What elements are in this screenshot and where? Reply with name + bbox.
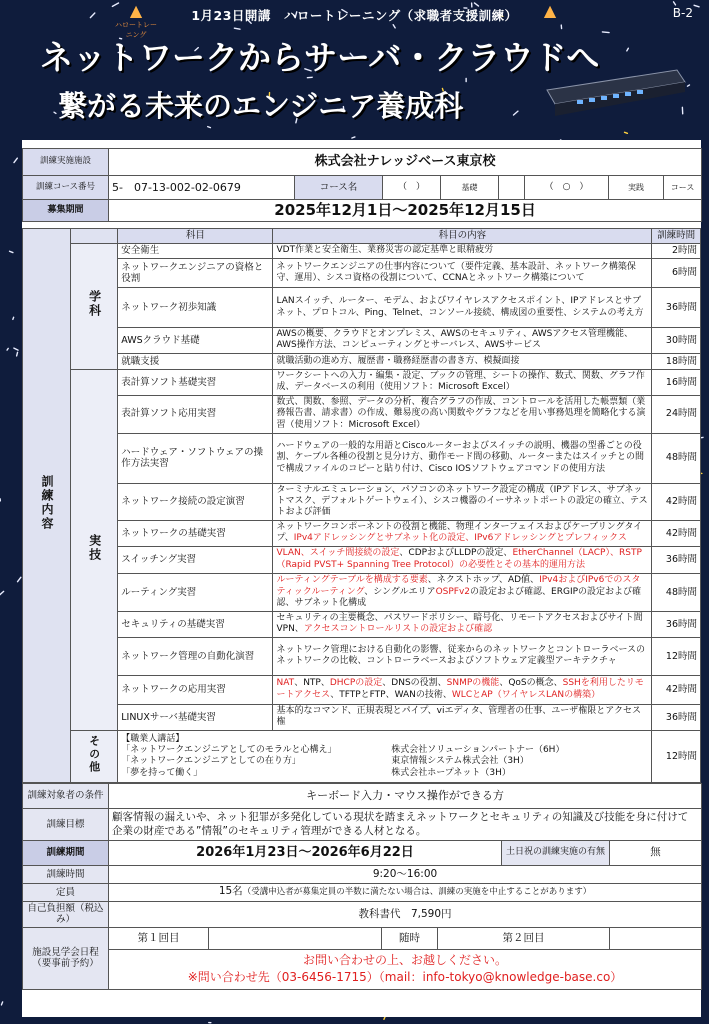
subject-name: ルーティング実習 bbox=[118, 573, 273, 611]
capacity-value: 15名 bbox=[218, 885, 243, 898]
curriculum-row bbox=[23, 546, 701, 573]
curriculum-row bbox=[23, 573, 701, 611]
hello-training-logo-right: ▲ bbox=[543, 1, 557, 20]
subject-content: ハードウェアの一般的な用語とCiscoルーターおよびスイッチの説明、機器の型番ごとの役割、ケーブル各種の役割と見分け方、動作モード間の移動、ルーターまたはスイッチとの間で構成ファイルのコピーと貼り付け、Cisco IOSソフトウェアコマンドの使用方法 bbox=[273, 433, 652, 483]
group-practical: 実技 bbox=[70, 369, 118, 730]
curriculum-row bbox=[23, 520, 701, 546]
curriculum-row bbox=[23, 369, 701, 395]
lecture-list bbox=[118, 730, 652, 782]
practice-label: 実践 bbox=[609, 176, 664, 200]
subject-name: LINUXサーバ基礎実習 bbox=[118, 704, 273, 730]
curriculum-table bbox=[22, 228, 701, 783]
recruit-period-value: 2025年12月1日～2025年12月15日 bbox=[109, 200, 702, 222]
lecture-title: 「夢を持って働く」 bbox=[121, 767, 203, 778]
target-value: キーボード入力・マウス操作ができる方 bbox=[109, 783, 702, 808]
curriculum-row bbox=[23, 244, 701, 259]
contact-line2: ※問い合わせ先（03-6456-1715）（mail：info-tokyo@knowledge-base.co） bbox=[187, 970, 623, 985]
subject-hours: 36時間 bbox=[652, 704, 701, 730]
subject-hours: 42時間 bbox=[652, 675, 701, 704]
col-content-header: 科目の内容 bbox=[273, 229, 652, 244]
course-details-table bbox=[22, 783, 702, 990]
subject-content: ネットワークコンポーネントの役割と機能、物理インターフェイスおよびケーブリングタイプ、IPv4アドレッシングとサブネット化の設定、IPv6アドレッシングとプレフィックス bbox=[273, 520, 652, 546]
curriculum-row bbox=[23, 483, 701, 520]
subject-content: NAT、NTP、DHCPの設定、DNSの役割、SNMPの機能、QoSの概念、SSHを利用したリモートアクセス、TFTPとFTP、WANの技術、WLCとAP（ワイヤレスLANの構築） bbox=[273, 675, 652, 704]
course-suffix: コース bbox=[664, 176, 702, 200]
lecture-speaker: 株式会社ホープネット（3H） bbox=[391, 767, 511, 778]
subject-hours: 42時間 bbox=[652, 483, 701, 520]
subject-hours: 24時間 bbox=[652, 395, 701, 433]
group-other: その他 bbox=[70, 730, 118, 782]
curriculum-row bbox=[23, 704, 701, 730]
subject-hours: 36時間 bbox=[652, 611, 701, 637]
basic-label: 基礎 bbox=[441, 176, 499, 200]
subject-content: ネットワーク管理における自動化の影響、従来からのネットワークとコントローラベースのネットワークの比較、コントローラベースおよびソフトウェア定義型アーキテクチャ bbox=[273, 637, 652, 675]
subject-content: ルーティングテーブルを構成する要素、ネクストホップ、AD値、IPv4およびIPv6でのスタティックルーティング、シングルエリアOSPFv2の設定および確認、ERGIPの設定および確認、サブネット化構成 bbox=[273, 573, 652, 611]
course-name-label: コース名 bbox=[295, 176, 383, 200]
lecture-title: 「ネットワークエンジニアとしての在り方」 bbox=[121, 756, 301, 767]
subject-hours: 6時間 bbox=[652, 259, 701, 288]
subject-hours: 42時間 bbox=[652, 520, 701, 546]
subject-hours: 12時間 bbox=[652, 637, 701, 675]
course-number-value: 5- 07-13-002-02-0679 bbox=[109, 176, 295, 200]
curriculum-row bbox=[23, 328, 701, 354]
curriculum-row bbox=[23, 433, 701, 483]
subject-content: 基本的なコマンド、正規表現とパイプ、viエディタ、管理者の仕事、ユーザ権限とアクセス権 bbox=[273, 704, 652, 730]
holiday-label: 土日祝の訓練実施の有無 bbox=[502, 840, 610, 865]
subject-name: ネットワーク初歩知識 bbox=[118, 288, 273, 328]
subject-hours: 48時間 bbox=[652, 573, 701, 611]
subject-hours: 18時間 bbox=[652, 353, 701, 369]
hello-training-logo: ▲ ハロートレーニング bbox=[115, 1, 157, 39]
practice-mark: （ ○ ） bbox=[525, 176, 609, 200]
capacity-cell bbox=[109, 883, 702, 901]
target-label: 訓練対象者の条件 bbox=[23, 783, 109, 808]
curriculum-section-label: 訓練内容 bbox=[23, 229, 71, 783]
visit-first-label: 第１回目 bbox=[109, 927, 209, 949]
subject-content: ターミナルエミュレーション、パソコンのネットワーク設定の構成（IPアドレス、サブネットマスク、デフォルトゲートウェイ）、シスコ機器のイーサネットポートの設定の確立、テストおよび評価 bbox=[273, 483, 652, 520]
training-period-label: 訓練期間 bbox=[23, 840, 109, 865]
holiday-value: 無 bbox=[610, 840, 702, 865]
curriculum-row bbox=[23, 637, 701, 675]
network-switch-image bbox=[537, 60, 687, 120]
training-time-label: 訓練時間 bbox=[23, 865, 109, 883]
capacity-label: 定員 bbox=[23, 883, 109, 901]
basic-mark: （ ） bbox=[383, 176, 441, 200]
training-time-value: 9:20～16:00 bbox=[109, 865, 702, 883]
subject-name: ネットワークの応用実習 bbox=[118, 675, 273, 704]
curriculum-row bbox=[23, 259, 701, 288]
subject-name: ネットワークの基礎実習 bbox=[118, 520, 273, 546]
subject-hours: 2時間 bbox=[652, 244, 701, 259]
subject-name: ハードウェア・ソフトウェアの操作方法実習 bbox=[118, 433, 273, 483]
subject-name: セキュリティの基礎実習 bbox=[118, 611, 273, 637]
subject-content: VDT作業と安全衛生、業務災害の認定基準と眼精疲労 bbox=[273, 244, 652, 259]
subject-name: ネットワークエンジニアの資格と役割 bbox=[118, 259, 273, 288]
cost-label: 自己負担額（税込み） bbox=[23, 901, 109, 927]
subject-content: VLAN、スイッチ間接続の設定、CDPおよびLLDPの設定、EtherChannel（LACP）、RSTP（Rapid PVST+ Spanning Tree Protocol）の必要性とその基本的運用方法 bbox=[273, 546, 652, 573]
lecture-speaker: 株式会社ソリューションパートナー（6H） bbox=[391, 744, 565, 755]
lecture-heading: 【職業人講話】 bbox=[121, 733, 185, 744]
col-subject-header: 科目 bbox=[118, 229, 273, 244]
course-announcement: 1月23日開講 ハロートレーニング（求職者支援訓練） bbox=[191, 8, 518, 23]
recruit-period-label: 募集期間 bbox=[23, 200, 109, 222]
visit-anytime: 随時 bbox=[382, 927, 438, 949]
page-title-line2: 繋がる未来のエンジニア養成科 bbox=[58, 89, 464, 123]
course-info-table bbox=[22, 148, 702, 222]
col-hours-header: 訓練時間 bbox=[652, 229, 701, 244]
facility-value: 株式会社ナレッジベース東京校 bbox=[109, 149, 702, 176]
subject-name: ネットワーク接続の設定演習 bbox=[118, 483, 273, 520]
page-title-line1: ネットワークからサーバ・クラウドへ bbox=[40, 38, 600, 77]
subject-content: 就職活動の進め方、履歴書・職務経歴書の書き方、模擬面接 bbox=[273, 353, 652, 369]
subject-hours: 16時間 bbox=[652, 369, 701, 395]
subject-content: 数式、関数、参照、データの分析、複合グラフの作成、コントロールを活用した帳票類（業務報告書、請求書）の作成、難易度の高い関数やグラフなどを用い事務処理を簡略化する演習（使用ソフト：Microsoft Excel） bbox=[273, 395, 652, 433]
lecture-title: 「ネットワークエンジニアとしてのモラルと心構え」 bbox=[121, 744, 337, 755]
cost-value: 教科書代 7,590円 bbox=[109, 901, 702, 927]
subject-name: 就職支援 bbox=[118, 353, 273, 369]
capacity-note: （受講申込者が募集定員の半数に満たない場合は、訓練の実施を中止することがあります） bbox=[242, 887, 592, 898]
training-period-value: 2026年1月23日～2026年6月22日 bbox=[109, 840, 502, 865]
subject-hours: 36時間 bbox=[652, 288, 701, 328]
subject-name: スイッチング実習 bbox=[118, 546, 273, 573]
curriculum-row bbox=[23, 395, 701, 433]
visit-label: 施設見学会日程（要事前予約） bbox=[23, 927, 109, 989]
curriculum-row bbox=[23, 353, 701, 369]
subject-content: LANスイッチ、ルーター、モデム、およびワイヤレスアクセスポイント、IPアドレスとサブネット、プロトコル、Ping、Telnet、コンソール接続、構成図の重要性、システムの考え方 bbox=[273, 288, 652, 328]
page-code: B-2 bbox=[672, 6, 693, 20]
contact-info bbox=[109, 949, 702, 989]
subject-hours: 30時間 bbox=[652, 328, 701, 354]
subject-name: 表計算ソフト基礎実習 bbox=[118, 369, 273, 395]
group-academic: 学科 bbox=[70, 244, 118, 370]
course-number-label: 訓練コース番号 bbox=[23, 176, 109, 200]
goal-value: 顧客情報の漏えいや、ネット犯罪が多発化している現状を踏まえネットワークとセキュリティの知識及び技能を身に付けて企業の財産である”情報”のセキュリティ管理ができる人材となる。 bbox=[109, 808, 702, 840]
subject-name: AWSクラウド基礎 bbox=[118, 328, 273, 354]
goal-label: 訓練目標 bbox=[23, 808, 109, 840]
subject-name: ネットワーク管理の自動化演習 bbox=[118, 637, 273, 675]
curriculum-row-other bbox=[23, 730, 701, 782]
subject-name: 安全衛生 bbox=[118, 244, 273, 259]
curriculum-row bbox=[23, 611, 701, 637]
subject-content: AWSの概要、クラウドとオンプレミス、AWSのセキュリティ、AWSアクセス管理機能、AWS操作方法、コンピューティングとサーバレス、AWSサービス bbox=[273, 328, 652, 354]
visit-second-label: 第２回目 bbox=[438, 927, 610, 949]
facility-label: 訓練実施施設 bbox=[23, 149, 109, 176]
curriculum-row bbox=[23, 675, 701, 704]
subject-hours: 48時間 bbox=[652, 433, 701, 483]
lecture-speaker: 東京情報システム株式会社（3H） bbox=[391, 756, 529, 767]
curriculum-row bbox=[23, 288, 701, 328]
other-hours: 12時間 bbox=[652, 730, 701, 782]
subject-content: ネットワークエンジニアの仕事内容について（要件定義、基本設計、ネットワーク構築保守、運用）、シスコ資格の役割について、CCNAとネットワーク構築について bbox=[273, 259, 652, 288]
subject-hours: 36時間 bbox=[652, 546, 701, 573]
subject-content: セキュリティの主要概念、パスワードポリシー、暗号化、リモートアクセスおよびサイト間VPN、アクセスコントロールリストの設定および確認 bbox=[273, 611, 652, 637]
subject-content: ワークシートへの入力・編集・設定、ブックの管理、シートの操作、数式、関数、グラフ作成、データベースの利用（使用ソフト：Microsoft Excel） bbox=[273, 369, 652, 395]
course-info-sheet bbox=[22, 140, 701, 1017]
subject-name: 表計算ソフト応用実習 bbox=[118, 395, 273, 433]
contact-line1: お問い合わせの上、お越しください。 bbox=[303, 953, 508, 968]
